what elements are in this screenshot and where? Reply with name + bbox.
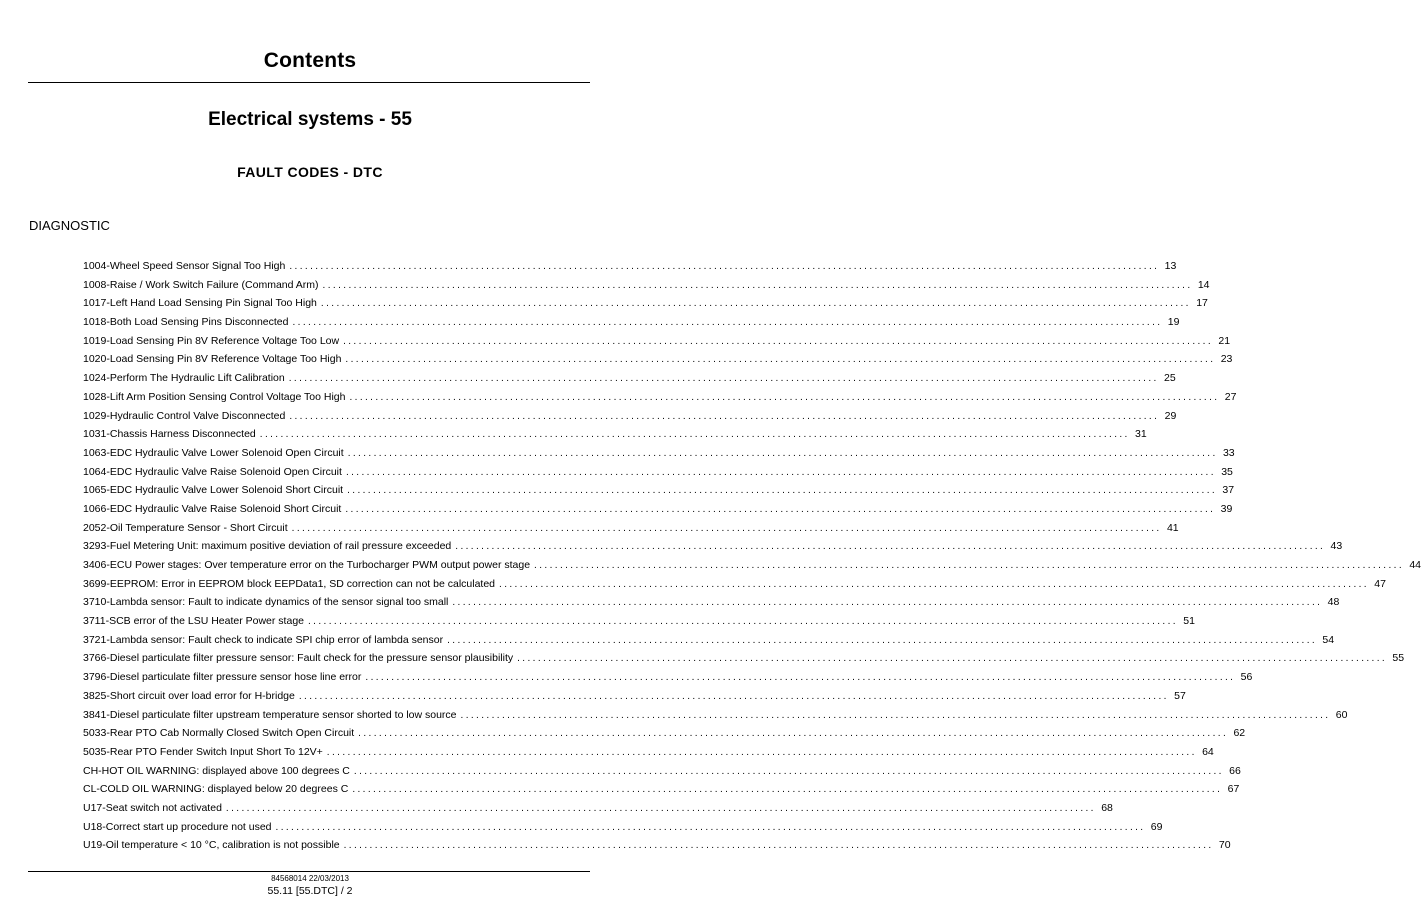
toc-entry[interactable] [83,334,1231,354]
toc-entry-title: 3796-Diesel particulate filter pressure sensor hose line error [83,671,362,684]
dot-leader [276,822,1146,833]
toc-entry-title: U17-Seat switch not activated [83,801,222,814]
toc-entry[interactable] [83,577,1386,597]
toc-entry-title: 1017-Left Hand Load Sensing Pin Signal Too High [83,297,317,310]
toc-entry-title: 1063-EDC Hydraulic Valve Lower Solenoid Open Circuit [83,446,344,459]
toc-entry[interactable] [83,801,1113,821]
toc-entry-page: 41 [1166,521,1179,534]
toc-entry-title: 1018-Both Load Sensing Pins Disconnected [83,316,289,329]
toc-entry-page: 21 [1218,334,1231,347]
toc-entry-title: 1020-Load Sensing Pin 8V Reference Voltage Too High [83,353,342,366]
toc-entry[interactable] [83,783,1240,802]
toc-entry-title: 5033-Rear PTO Cab Normally Closed Switch Open Circuit [83,727,355,740]
toc-entry-page: 51 [1183,615,1195,628]
toc-entry[interactable] [83,708,1348,728]
toc-entry-title: U19-Oil temperature < 10 °C, calibration is not possible [83,839,340,852]
toc-entry[interactable] [83,745,1214,765]
toc-entry[interactable] [83,652,1405,671]
dot-leader [354,766,1224,777]
toc-entry[interactable] [83,316,1180,335]
toc-entry-page: 25 [1164,372,1176,385]
toc-list [83,260,1421,858]
section-title: Electrical systems - 55 [208,109,412,130]
toc-entry-title: 3825-Short circuit over load error for H-bridge [83,689,295,702]
footer-page-ref: 55.11 [55.DTC] / 2 [267,885,353,897]
dot-leader [292,523,1162,534]
toc-entry-page: 33 [1222,446,1235,459]
toc-entry-title: 3293-Fuel Metering Unit: maximum positive deviation of rail pressure exceeded [83,540,452,553]
toc-entry-title: 1024-Perform The Hydraulic Lift Calibration [83,372,285,385]
dot-leader [226,803,1096,814]
dot-leader [499,579,1369,590]
toc-entry-page: 27 [1224,390,1237,403]
toc-entry-page: 37 [1222,484,1235,497]
dot-leader [452,597,1322,608]
toc-entry-page: 56 [1240,671,1253,684]
dot-leader [365,672,1235,683]
toc-entry[interactable] [83,559,1421,578]
dot-leader [323,280,1193,291]
dot-leader [352,784,1222,795]
toc-entry-page: 39 [1220,502,1233,515]
toc-entry-page: 47 [1374,577,1386,590]
toc-entry[interactable] [83,278,1210,298]
dot-leader [347,485,1217,496]
toc-entry[interactable] [83,390,1237,410]
toc-entry[interactable] [83,297,1208,316]
subsection-title: FAULT CODES - DTC [237,164,383,180]
toc-entry-title: 3699-EEPROM: Error in EEPROM block EEPData1, SD correction can not be calculated [83,577,496,590]
toc-entry-title: 2052-Oil Temperature Sensor - Short Circuit [83,521,288,534]
toc-entry-page: 57 [1174,689,1186,702]
toc-entry-title: 1065-EDC Hydraulic Valve Lower Solenoid Short Circuit [83,484,344,497]
dot-leader [455,541,1325,552]
footer-doc-code: 84568014 22/03/2013 [271,874,349,883]
toc-entry-page: 48 [1327,596,1340,609]
dot-leader [348,448,1218,459]
toc-entry-title: 1066-EDC Hydraulic Valve Raise Solenoid Short Circuit [83,502,342,515]
toc-entry[interactable] [83,502,1233,522]
dot-leader [343,336,1213,347]
toc-entry[interactable] [83,671,1253,690]
toc-entry-page: 43 [1330,540,1343,553]
toc-entry[interactable] [83,484,1235,503]
toc-entry-page: 68 [1101,801,1113,814]
dot-leader [344,840,1214,851]
toc-entry-title: 1004-Wheel Speed Sensor Signal Too High [83,260,286,272]
toc-entry[interactable] [83,633,1335,653]
toc-entry-page: 14 [1197,278,1210,291]
toc-entry[interactable] [83,596,1340,615]
dot-leader [308,616,1178,627]
toc-entry[interactable] [83,615,1195,634]
toc-entry-page: 66 [1229,764,1241,777]
toc-entry-title: 1064-EDC Hydraulic Valve Raise Solenoid Open Circuit [83,465,342,478]
dot-leader [358,728,1228,739]
dot-leader [345,354,1215,365]
dot-leader [346,467,1216,478]
dot-leader [327,747,1197,758]
toc-entry-title: 3841-Diesel particulate filter upstream temperature sensor shorted to low source [83,708,457,721]
toc-entry-page: 29 [1164,409,1177,422]
dot-leader [349,392,1219,403]
toc-entry-page: 17 [1196,297,1208,310]
toc-entry-title: 1028-Lift Arm Position Sensing Control Voltage Too High [83,390,346,403]
toc-entry-page: 31 [1135,428,1147,441]
toc-entry-title: CH-HOT OIL WARNING: displayed above 100 degrees C [83,764,350,777]
dot-leader [289,373,1159,384]
toc-entry[interactable] [83,839,1231,858]
toc-entry[interactable] [83,353,1233,372]
toc-entry-title: 1019-Load Sensing Pin 8V Reference Voltage Too Low [83,334,340,347]
toc-entry[interactable] [83,260,1177,279]
toc-entry[interactable] [83,689,1186,709]
toc-entry-title: CL-COLD OIL WARNING: displayed below 20 degrees C [83,783,349,796]
toc-entry[interactable] [83,727,1246,746]
toc-entry-title: 1031-Chassis Harness Disconnected [83,428,256,441]
toc-entry-page: 70 [1218,839,1231,852]
dot-leader [534,560,1404,571]
dot-leader [517,653,1387,664]
toc-entry-page: 55 [1392,652,1405,665]
toc-entry-title: 3766-Diesel particulate filter pressure sensor: Fault check for the pressure sensor plausibility [83,652,514,665]
toc-entry-title: 1029-Hydraulic Control Valve Disconnected [83,409,286,422]
toc-entry-title: 3710-Lambda sensor: Fault to indicate dynamics of the sensor signal too small [83,596,449,609]
dot-leader [292,317,1162,328]
toc-entry-page: 35 [1221,465,1233,478]
toc-entry-page: 19 [1167,316,1180,329]
toc-entry-title: 3406-ECU Power stages: Over temperature error on the Turbocharger PWM output power stage [83,559,531,571]
dot-leader [321,298,1191,309]
toc-entry-title: 3711-SCB error of the LSU Heater Power stage [83,615,304,628]
toc-entry[interactable] [83,540,1343,559]
toc-entry[interactable] [83,764,1241,784]
dot-leader [345,504,1215,515]
title-rule [28,82,590,83]
toc-entry[interactable] [83,428,1147,447]
toc-entry[interactable] [83,446,1235,466]
toc-entry[interactable] [83,521,1179,541]
dot-leader [260,429,1130,440]
toc-entry-page: 62 [1233,727,1246,740]
toc-entry[interactable] [83,372,1176,391]
toc-entry-page: 54 [1322,633,1335,646]
category-heading: DIAGNOSTIC [29,218,110,233]
dot-leader [289,261,1159,272]
toc-entry-title: 1008-Raise / Work Switch Failure (Command Arm) [83,278,319,291]
toc-entry-title: 5035-Rear PTO Fender Switch Input Short To 12V+ [83,745,323,758]
toc-entry-title: 3721-Lambda sensor: Fault check to indicate SPI chip error of lambda sensor [83,633,444,646]
page-title: Contents [263,49,357,72]
toc-entry-page: 13 [1164,260,1177,272]
toc-entry-page: 64 [1202,745,1214,758]
toc-entry-page: 23 [1220,353,1233,366]
toc-entry-title: U18-Correct start up procedure not used [83,820,272,833]
toc-entry-page: 60 [1335,708,1348,721]
dot-leader [299,691,1169,702]
dot-leader [461,710,1331,721]
toc-entry[interactable] [83,465,1233,485]
dot-leader [447,635,1317,646]
toc-entry[interactable] [83,409,1177,429]
toc-entry-page: 67 [1227,783,1240,796]
dot-leader [289,411,1159,422]
toc-entry-page: 44 [1409,559,1421,571]
footer-rule [28,871,590,872]
toc-entry-page: 69 [1150,820,1163,833]
toc-entry[interactable] [83,820,1163,840]
